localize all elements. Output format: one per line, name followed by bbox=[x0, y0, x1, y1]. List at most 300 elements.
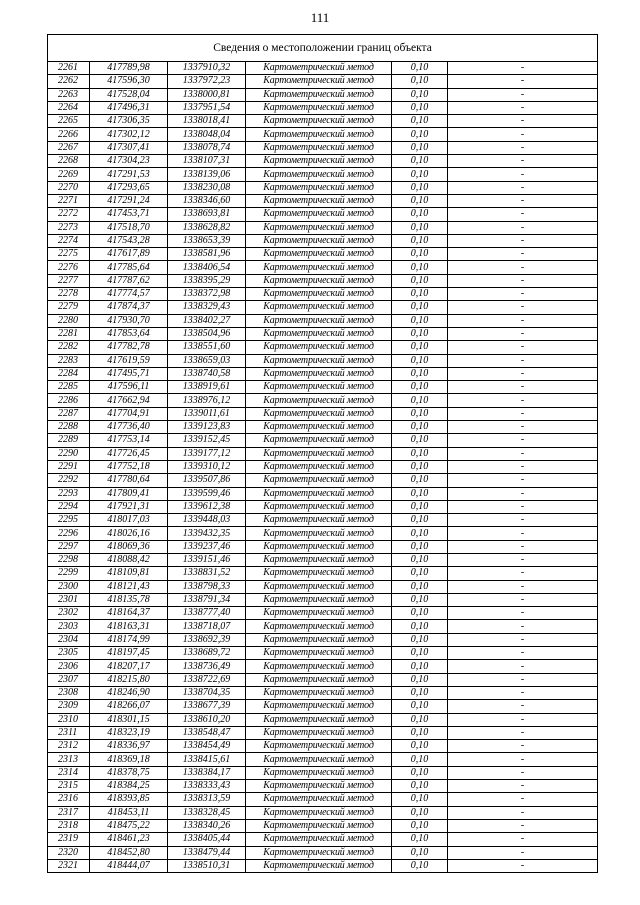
method-cell: Картометрический метод bbox=[246, 793, 392, 806]
x-coordinate-cell: 417809,41 bbox=[90, 487, 168, 500]
x-coordinate-cell: 417874,37 bbox=[90, 301, 168, 314]
method-cell: Картометрический метод bbox=[246, 713, 392, 726]
description-cell: - bbox=[448, 846, 598, 859]
description-cell: - bbox=[448, 101, 598, 114]
y-coordinate-cell: 1338628,82 bbox=[168, 221, 246, 234]
x-coordinate-cell: 417496,31 bbox=[90, 101, 168, 114]
accuracy-cell: 0,10 bbox=[392, 327, 448, 340]
point-number-cell: 2261 bbox=[48, 62, 90, 75]
y-coordinate-cell: 1338689,72 bbox=[168, 647, 246, 660]
point-number-cell: 2295 bbox=[48, 514, 90, 527]
accuracy-cell: 0,10 bbox=[392, 394, 448, 407]
y-coordinate-cell: 1338548,47 bbox=[168, 726, 246, 739]
table-row bbox=[48, 859, 598, 872]
accuracy-cell: 0,10 bbox=[392, 607, 448, 620]
accuracy-cell: 0,10 bbox=[392, 633, 448, 646]
accuracy-cell: 0,10 bbox=[392, 793, 448, 806]
point-number-cell: 2286 bbox=[48, 394, 90, 407]
accuracy-cell: 0,10 bbox=[392, 806, 448, 819]
x-coordinate-cell: 418453,11 bbox=[90, 806, 168, 819]
x-coordinate-cell: 417780,64 bbox=[90, 474, 168, 487]
method-cell: Картометрический метод bbox=[246, 607, 392, 620]
description-cell: - bbox=[448, 341, 598, 354]
accuracy-cell: 0,10 bbox=[392, 833, 448, 846]
y-coordinate-cell: 1338976,12 bbox=[168, 394, 246, 407]
method-cell: Картометрический метод bbox=[246, 221, 392, 234]
y-coordinate-cell: 1339152,45 bbox=[168, 434, 246, 447]
accuracy-cell: 0,10 bbox=[392, 128, 448, 141]
method-cell: Картометрический метод bbox=[246, 647, 392, 660]
description-cell: - bbox=[448, 700, 598, 713]
accuracy-cell: 0,10 bbox=[392, 647, 448, 660]
x-coordinate-cell: 417291,24 bbox=[90, 194, 168, 207]
y-coordinate-cell: 1338230,08 bbox=[168, 181, 246, 194]
y-coordinate-cell: 1338000,81 bbox=[168, 88, 246, 101]
table-row bbox=[48, 726, 598, 739]
description-cell: - bbox=[448, 859, 598, 872]
description-cell: - bbox=[448, 474, 598, 487]
accuracy-cell: 0,10 bbox=[392, 660, 448, 673]
accuracy-cell: 0,10 bbox=[392, 407, 448, 420]
method-cell: Картометрический метод bbox=[246, 141, 392, 154]
method-cell: Картометрический метод bbox=[246, 194, 392, 207]
method-cell: Картометрический метод bbox=[246, 833, 392, 846]
table-row bbox=[48, 381, 598, 394]
accuracy-cell: 0,10 bbox=[392, 567, 448, 580]
point-number-cell: 2299 bbox=[48, 567, 90, 580]
y-coordinate-cell: 1338610,20 bbox=[168, 713, 246, 726]
x-coordinate-cell: 417528,04 bbox=[90, 88, 168, 101]
y-coordinate-cell: 1338653,39 bbox=[168, 234, 246, 247]
y-coordinate-cell: 1339599,46 bbox=[168, 487, 246, 500]
point-number-cell: 2284 bbox=[48, 367, 90, 380]
accuracy-cell: 0,10 bbox=[392, 208, 448, 221]
accuracy-cell: 0,10 bbox=[392, 460, 448, 473]
y-coordinate-cell: 1338479,44 bbox=[168, 846, 246, 859]
description-cell: - bbox=[448, 647, 598, 660]
point-number-cell: 2262 bbox=[48, 75, 90, 88]
x-coordinate-cell: 418378,75 bbox=[90, 766, 168, 779]
point-number-cell: 2285 bbox=[48, 381, 90, 394]
point-number-cell: 2312 bbox=[48, 740, 90, 753]
point-number-cell: 2277 bbox=[48, 274, 90, 287]
table-row bbox=[48, 819, 598, 832]
table-row bbox=[48, 673, 598, 686]
x-coordinate-cell: 418135,78 bbox=[90, 593, 168, 606]
y-coordinate-cell: 1339237,46 bbox=[168, 540, 246, 553]
point-number-cell: 2298 bbox=[48, 553, 90, 566]
description-cell: - bbox=[448, 833, 598, 846]
description-cell: - bbox=[448, 793, 598, 806]
table-row bbox=[48, 553, 598, 566]
point-number-cell: 2309 bbox=[48, 700, 90, 713]
description-cell: - bbox=[448, 434, 598, 447]
table-title-row bbox=[48, 35, 598, 62]
accuracy-cell: 0,10 bbox=[392, 341, 448, 354]
description-cell: - bbox=[448, 620, 598, 633]
x-coordinate-cell: 417921,31 bbox=[90, 500, 168, 513]
method-cell: Картометрический метод bbox=[246, 208, 392, 221]
description-cell: - bbox=[448, 394, 598, 407]
accuracy-cell: 0,10 bbox=[392, 88, 448, 101]
point-number-cell: 2302 bbox=[48, 607, 90, 620]
method-cell: Картометрический метод bbox=[246, 288, 392, 301]
method-cell: Картометрический метод bbox=[246, 460, 392, 473]
method-cell: Картометрический метод bbox=[246, 500, 392, 513]
method-cell: Картометрический метод bbox=[246, 553, 392, 566]
description-cell: - bbox=[448, 168, 598, 181]
x-coordinate-cell: 418174,99 bbox=[90, 633, 168, 646]
table-row bbox=[48, 75, 598, 88]
accuracy-cell: 0,10 bbox=[392, 155, 448, 168]
method-cell: Картометрический метод bbox=[246, 62, 392, 75]
point-number-cell: 2316 bbox=[48, 793, 90, 806]
point-number-cell: 2320 bbox=[48, 846, 90, 859]
point-number-cell: 2287 bbox=[48, 407, 90, 420]
x-coordinate-cell: 418461,23 bbox=[90, 833, 168, 846]
table-row bbox=[48, 593, 598, 606]
y-coordinate-cell: 1337910,32 bbox=[168, 62, 246, 75]
table-row bbox=[48, 141, 598, 154]
table-row bbox=[48, 740, 598, 753]
page-number: 111 bbox=[310, 10, 330, 25]
y-coordinate-cell: 1338018,41 bbox=[168, 115, 246, 128]
table-row bbox=[48, 806, 598, 819]
description-cell: - bbox=[448, 62, 598, 75]
method-cell: Картометрический метод bbox=[246, 327, 392, 340]
description-cell: - bbox=[448, 261, 598, 274]
accuracy-cell: 0,10 bbox=[392, 500, 448, 513]
method-cell: Картометрический метод bbox=[246, 128, 392, 141]
method-cell: Картометрический метод bbox=[246, 593, 392, 606]
point-number-cell: 2289 bbox=[48, 434, 90, 447]
method-cell: Картометрический метод bbox=[246, 407, 392, 420]
description-cell: - bbox=[448, 726, 598, 739]
description-cell: - bbox=[448, 753, 598, 766]
y-coordinate-cell: 1338048,04 bbox=[168, 128, 246, 141]
point-number-cell: 2314 bbox=[48, 766, 90, 779]
y-coordinate-cell: 1339123,83 bbox=[168, 421, 246, 434]
accuracy-cell: 0,10 bbox=[392, 62, 448, 75]
accuracy-cell: 0,10 bbox=[392, 248, 448, 261]
point-number-cell: 2274 bbox=[48, 234, 90, 247]
table-row bbox=[48, 367, 598, 380]
description-cell: - bbox=[448, 580, 598, 593]
description-cell: - bbox=[448, 128, 598, 141]
x-coordinate-cell: 418197,45 bbox=[90, 647, 168, 660]
table-row bbox=[48, 686, 598, 699]
description-cell: - bbox=[448, 208, 598, 221]
table-row bbox=[48, 421, 598, 434]
table-row bbox=[48, 780, 598, 793]
table-row bbox=[48, 115, 598, 128]
description-cell: - bbox=[448, 288, 598, 301]
table-row bbox=[48, 181, 598, 194]
accuracy-cell: 0,10 bbox=[392, 354, 448, 367]
point-number-cell: 2296 bbox=[48, 527, 90, 540]
method-cell: Картометрический метод bbox=[246, 234, 392, 247]
method-cell: Картометрический метод bbox=[246, 168, 392, 181]
y-coordinate-cell: 1338340,26 bbox=[168, 819, 246, 832]
y-coordinate-cell: 1338831,52 bbox=[168, 567, 246, 580]
accuracy-cell: 0,10 bbox=[392, 527, 448, 540]
method-cell: Картометрический метод bbox=[246, 660, 392, 673]
accuracy-cell: 0,10 bbox=[392, 514, 448, 527]
description-cell: - bbox=[448, 660, 598, 673]
x-coordinate-cell: 418384,25 bbox=[90, 780, 168, 793]
y-coordinate-cell: 1338107,31 bbox=[168, 155, 246, 168]
x-coordinate-cell: 417495,71 bbox=[90, 367, 168, 380]
y-coordinate-cell: 1338798,33 bbox=[168, 580, 246, 593]
point-number-cell: 2300 bbox=[48, 580, 90, 593]
method-cell: Картометрический метод bbox=[246, 527, 392, 540]
method-cell: Картометрический метод bbox=[246, 367, 392, 380]
y-coordinate-cell: 1338581,96 bbox=[168, 248, 246, 261]
point-number-cell: 2279 bbox=[48, 301, 90, 314]
point-number-cell: 2293 bbox=[48, 487, 90, 500]
table-row bbox=[48, 394, 598, 407]
table-row bbox=[48, 155, 598, 168]
description-cell: - bbox=[448, 381, 598, 394]
description-cell: - bbox=[448, 314, 598, 327]
method-cell: Картометрический метод bbox=[246, 421, 392, 434]
description-cell: - bbox=[448, 115, 598, 128]
method-cell: Картометрический метод bbox=[246, 101, 392, 114]
x-coordinate-cell: 417726,45 bbox=[90, 447, 168, 460]
x-coordinate-cell: 418109,81 bbox=[90, 567, 168, 580]
table-row bbox=[48, 474, 598, 487]
x-coordinate-cell: 417782,78 bbox=[90, 341, 168, 354]
method-cell: Картометрический метод bbox=[246, 248, 392, 261]
description-cell: - bbox=[448, 567, 598, 580]
accuracy-cell: 0,10 bbox=[392, 620, 448, 633]
table-row bbox=[48, 580, 598, 593]
table-row bbox=[48, 314, 598, 327]
x-coordinate-cell: 418452,80 bbox=[90, 846, 168, 859]
description-cell: - bbox=[448, 686, 598, 699]
table-row bbox=[48, 327, 598, 340]
table-row bbox=[48, 208, 598, 221]
accuracy-cell: 0,10 bbox=[392, 700, 448, 713]
point-number-cell: 2265 bbox=[48, 115, 90, 128]
point-number-cell: 2317 bbox=[48, 806, 90, 819]
x-coordinate-cell: 417789,98 bbox=[90, 62, 168, 75]
description-cell: - bbox=[448, 713, 598, 726]
y-coordinate-cell: 1338919,61 bbox=[168, 381, 246, 394]
point-number-cell: 2281 bbox=[48, 327, 90, 340]
x-coordinate-cell: 417752,18 bbox=[90, 460, 168, 473]
table-row bbox=[48, 288, 598, 301]
x-coordinate-cell: 417596,11 bbox=[90, 381, 168, 394]
y-coordinate-cell: 1339310,12 bbox=[168, 460, 246, 473]
table-row bbox=[48, 194, 598, 207]
table-row bbox=[48, 527, 598, 540]
y-coordinate-cell: 1338504,96 bbox=[168, 327, 246, 340]
accuracy-cell: 0,10 bbox=[392, 846, 448, 859]
x-coordinate-cell: 417518,70 bbox=[90, 221, 168, 234]
table-row bbox=[48, 354, 598, 367]
accuracy-cell: 0,10 bbox=[392, 447, 448, 460]
method-cell: Картометрический метод bbox=[246, 381, 392, 394]
description-cell: - bbox=[448, 500, 598, 513]
point-number-cell: 2294 bbox=[48, 500, 90, 513]
y-coordinate-cell: 1338313,59 bbox=[168, 793, 246, 806]
y-coordinate-cell: 1338395,29 bbox=[168, 274, 246, 287]
y-coordinate-cell: 1338718,07 bbox=[168, 620, 246, 633]
description-cell: - bbox=[448, 593, 598, 606]
table-row bbox=[48, 274, 598, 287]
accuracy-cell: 0,10 bbox=[392, 713, 448, 726]
description-cell: - bbox=[448, 141, 598, 154]
accuracy-cell: 0,10 bbox=[392, 75, 448, 88]
accuracy-cell: 0,10 bbox=[392, 819, 448, 832]
accuracy-cell: 0,10 bbox=[392, 101, 448, 114]
y-coordinate-cell: 1339448,03 bbox=[168, 514, 246, 527]
description-cell: - bbox=[448, 88, 598, 101]
x-coordinate-cell: 418069,36 bbox=[90, 540, 168, 553]
y-coordinate-cell: 1338693,81 bbox=[168, 208, 246, 221]
x-coordinate-cell: 417304,23 bbox=[90, 155, 168, 168]
method-cell: Картометрический метод bbox=[246, 261, 392, 274]
y-coordinate-cell: 1338329,43 bbox=[168, 301, 246, 314]
x-coordinate-cell: 417704,91 bbox=[90, 407, 168, 420]
y-coordinate-cell: 1338415,61 bbox=[168, 753, 246, 766]
method-cell: Картометрический метод bbox=[246, 434, 392, 447]
table-row bbox=[48, 261, 598, 274]
x-coordinate-cell: 417293,65 bbox=[90, 181, 168, 194]
x-coordinate-cell: 417753,14 bbox=[90, 434, 168, 447]
point-number-cell: 2305 bbox=[48, 647, 90, 660]
point-number-cell: 2272 bbox=[48, 208, 90, 221]
point-number-cell: 2321 bbox=[48, 859, 90, 872]
x-coordinate-cell: 417617,89 bbox=[90, 248, 168, 261]
description-cell: - bbox=[448, 155, 598, 168]
point-number-cell: 2275 bbox=[48, 248, 90, 261]
description-cell: - bbox=[448, 514, 598, 527]
table-row bbox=[48, 248, 598, 261]
x-coordinate-cell: 417291,53 bbox=[90, 168, 168, 181]
description-cell: - bbox=[448, 766, 598, 779]
table-row bbox=[48, 101, 598, 114]
x-coordinate-cell: 417787,62 bbox=[90, 274, 168, 287]
point-number-cell: 2291 bbox=[48, 460, 90, 473]
point-number-cell: 2268 bbox=[48, 155, 90, 168]
point-number-cell: 2273 bbox=[48, 221, 90, 234]
method-cell: Картометрический метод bbox=[246, 766, 392, 779]
table-row bbox=[48, 540, 598, 553]
description-cell: - bbox=[448, 487, 598, 500]
x-coordinate-cell: 417930,70 bbox=[90, 314, 168, 327]
accuracy-cell: 0,10 bbox=[392, 141, 448, 154]
table-row bbox=[48, 753, 598, 766]
accuracy-cell: 0,10 bbox=[392, 673, 448, 686]
y-coordinate-cell: 1339612,38 bbox=[168, 500, 246, 513]
method-cell: Картометрический метод bbox=[246, 447, 392, 460]
point-number-cell: 2301 bbox=[48, 593, 90, 606]
table-row bbox=[48, 567, 598, 580]
description-cell: - bbox=[448, 740, 598, 753]
accuracy-cell: 0,10 bbox=[392, 288, 448, 301]
method-cell: Картометрический метод bbox=[246, 487, 392, 500]
description-cell: - bbox=[448, 421, 598, 434]
y-coordinate-cell: 1338692,39 bbox=[168, 633, 246, 646]
x-coordinate-cell: 418017,03 bbox=[90, 514, 168, 527]
y-coordinate-cell: 1338740,58 bbox=[168, 367, 246, 380]
table-row bbox=[48, 633, 598, 646]
y-coordinate-cell: 1339432,35 bbox=[168, 527, 246, 540]
description-cell: - bbox=[448, 221, 598, 234]
y-coordinate-cell: 1338659,03 bbox=[168, 354, 246, 367]
x-coordinate-cell: 418215,80 bbox=[90, 673, 168, 686]
boundary-coordinates-table bbox=[47, 34, 598, 873]
accuracy-cell: 0,10 bbox=[392, 740, 448, 753]
x-coordinate-cell: 418444,07 bbox=[90, 859, 168, 872]
point-number-cell: 2292 bbox=[48, 474, 90, 487]
point-number-cell: 2306 bbox=[48, 660, 90, 673]
method-cell: Картометрический метод bbox=[246, 301, 392, 314]
description-cell: - bbox=[448, 460, 598, 473]
point-number-cell: 2315 bbox=[48, 780, 90, 793]
table-row bbox=[48, 647, 598, 660]
x-coordinate-cell: 418121,43 bbox=[90, 580, 168, 593]
method-cell: Картометрический метод bbox=[246, 580, 392, 593]
x-coordinate-cell: 417543,28 bbox=[90, 234, 168, 247]
point-number-cell: 2290 bbox=[48, 447, 90, 460]
method-cell: Картометрический метод bbox=[246, 394, 392, 407]
accuracy-cell: 0,10 bbox=[392, 381, 448, 394]
accuracy-cell: 0,10 bbox=[392, 181, 448, 194]
method-cell: Картометрический метод bbox=[246, 354, 392, 367]
method-cell: Картометрический метод bbox=[246, 780, 392, 793]
method-cell: Картометрический метод bbox=[246, 155, 392, 168]
x-coordinate-cell: 418266,07 bbox=[90, 700, 168, 713]
method-cell: Картометрический метод bbox=[246, 181, 392, 194]
method-cell: Картометрический метод bbox=[246, 633, 392, 646]
point-number-cell: 2269 bbox=[48, 168, 90, 181]
table-row bbox=[48, 620, 598, 633]
table-row bbox=[48, 301, 598, 314]
table-title: Сведения о местоположении границ объекта bbox=[48, 35, 598, 62]
point-number-cell: 2310 bbox=[48, 713, 90, 726]
description-cell: - bbox=[448, 301, 598, 314]
table-row bbox=[48, 88, 598, 101]
accuracy-cell: 0,10 bbox=[392, 168, 448, 181]
y-coordinate-cell: 1338704,35 bbox=[168, 686, 246, 699]
accuracy-cell: 0,10 bbox=[392, 487, 448, 500]
description-cell: - bbox=[448, 540, 598, 553]
accuracy-cell: 0,10 bbox=[392, 753, 448, 766]
description-cell: - bbox=[448, 367, 598, 380]
table-row bbox=[48, 434, 598, 447]
y-coordinate-cell: 1339507,86 bbox=[168, 474, 246, 487]
x-coordinate-cell: 417307,41 bbox=[90, 141, 168, 154]
method-cell: Картометрический метод bbox=[246, 806, 392, 819]
description-cell: - bbox=[448, 248, 598, 261]
point-number-cell: 2278 bbox=[48, 288, 90, 301]
y-coordinate-cell: 1338510,31 bbox=[168, 859, 246, 872]
table-row bbox=[48, 793, 598, 806]
table-row bbox=[48, 487, 598, 500]
y-coordinate-cell: 1338722,69 bbox=[168, 673, 246, 686]
method-cell: Картометрический метод bbox=[246, 88, 392, 101]
point-number-cell: 2270 bbox=[48, 181, 90, 194]
x-coordinate-cell: 417774,57 bbox=[90, 288, 168, 301]
y-coordinate-cell: 1338791,34 bbox=[168, 593, 246, 606]
accuracy-cell: 0,10 bbox=[392, 274, 448, 287]
description-cell: - bbox=[448, 194, 598, 207]
method-cell: Картометрический метод bbox=[246, 740, 392, 753]
point-number-cell: 2318 bbox=[48, 819, 90, 832]
